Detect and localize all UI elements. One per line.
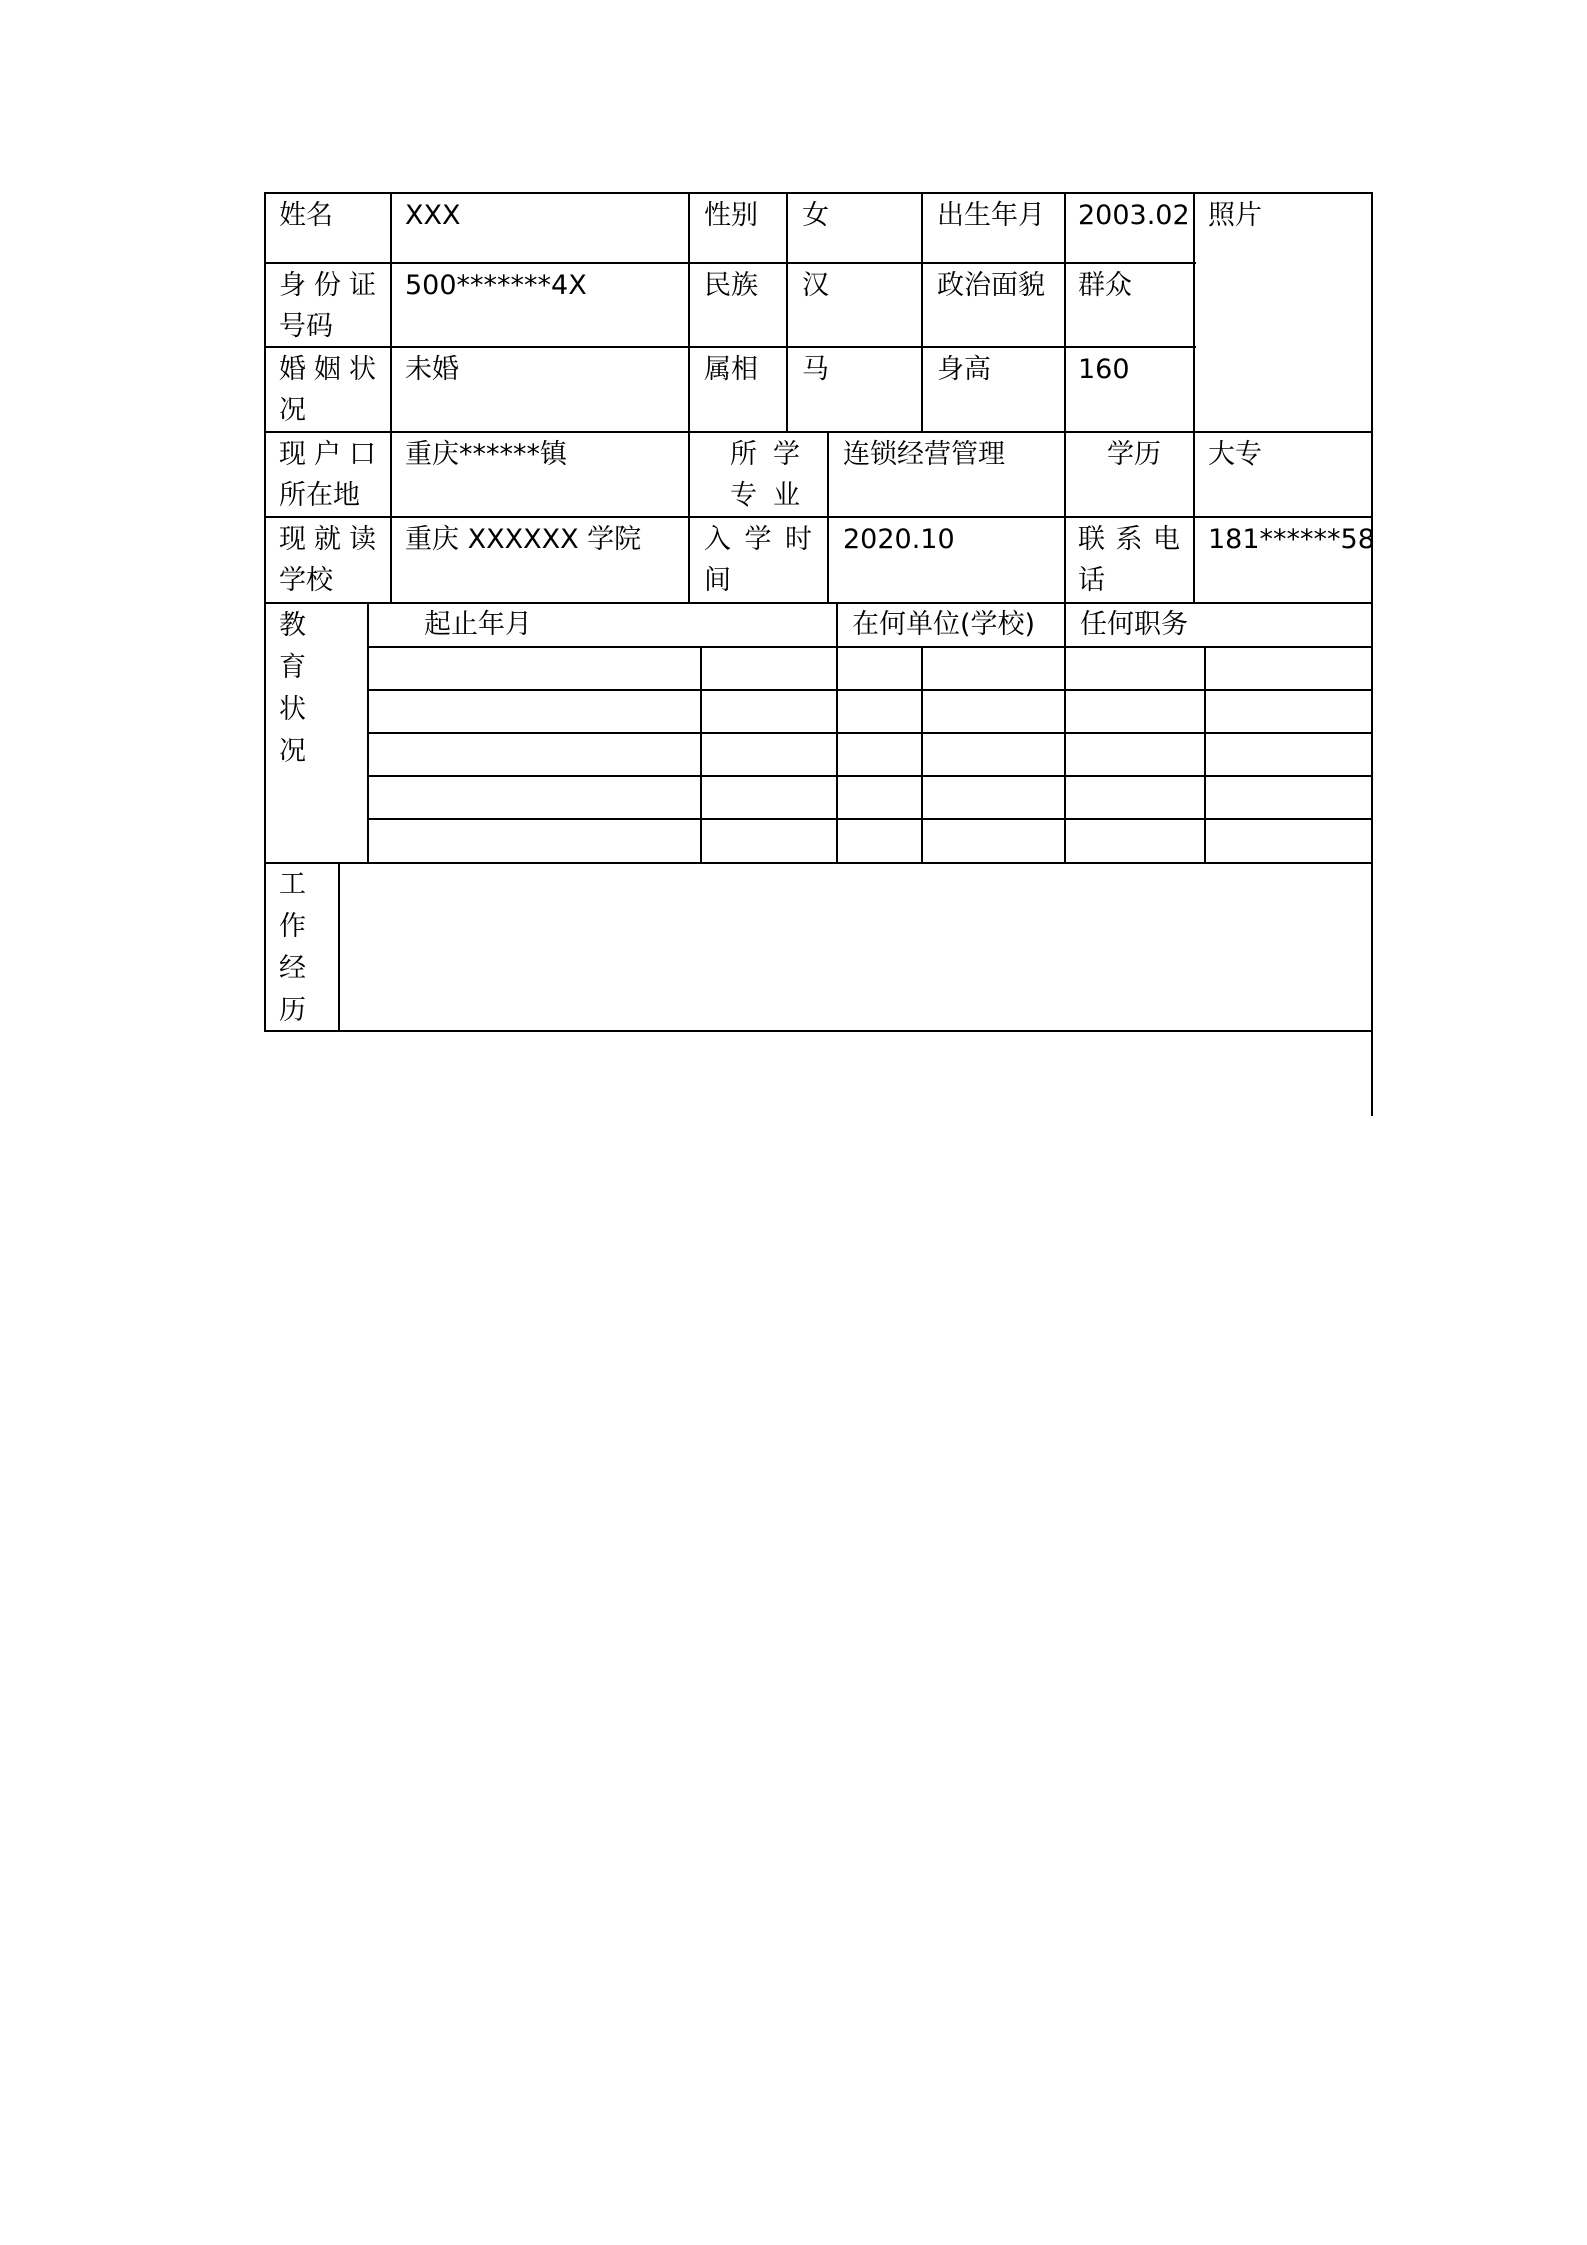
work-bottom-line bbox=[264, 1030, 1372, 1032]
edu-line-2 bbox=[367, 689, 1372, 691]
edu-line-1 bbox=[367, 646, 1372, 648]
school-value[interactable]: 重庆 XXXXXX 学院 bbox=[405, 524, 642, 555]
edu-col-4 bbox=[921, 646, 923, 862]
enroll-label-line2: 间 bbox=[704, 565, 731, 596]
table-border-left bbox=[264, 192, 266, 1031]
work-section-label: 工作经历 bbox=[279, 869, 306, 1026]
phone-label-line1: 联 系 电 bbox=[1078, 524, 1180, 555]
enroll-value[interactable]: 2020.10 bbox=[843, 524, 955, 555]
height-label: 身高 bbox=[937, 354, 991, 385]
table-border-top bbox=[264, 192, 1372, 194]
height-value[interactable]: 160 bbox=[1078, 354, 1130, 385]
marital-label-line1: 婚 姻 状 bbox=[279, 354, 376, 385]
edu-col-6 bbox=[1204, 646, 1206, 862]
col-line-label bbox=[390, 192, 392, 602]
edu-col-5 bbox=[1064, 602, 1066, 862]
marital-label-line2: 况 bbox=[279, 395, 306, 426]
table-border-right bbox=[1371, 192, 1373, 1116]
edu-col-header-unit: 在何单位(学校) bbox=[852, 609, 1036, 640]
edu-col-header-period: 起止年月 bbox=[424, 609, 532, 640]
ethnic-label: 民族 bbox=[704, 270, 758, 301]
table-line-row2 bbox=[264, 346, 1196, 348]
col-line-major-value bbox=[827, 431, 829, 602]
edu-level-label: 学历 bbox=[1107, 439, 1161, 470]
birth-label: 出生年月 bbox=[937, 200, 1045, 231]
col-line-third-value bbox=[1064, 192, 1066, 602]
edu-level-value[interactable]: 大专 bbox=[1208, 439, 1262, 470]
col-line-photo bbox=[1193, 192, 1195, 602]
edu-col-header-position: 任何职务 bbox=[1080, 609, 1188, 640]
col-line-third-label bbox=[921, 192, 923, 431]
major-label-line2: 专 业 bbox=[730, 480, 800, 511]
work-history-field[interactable] bbox=[340, 864, 1370, 1029]
enroll-label-line1: 入 学 时 bbox=[704, 524, 812, 555]
name-value[interactable]: XXX bbox=[405, 200, 461, 231]
major-label-line1: 所 学 bbox=[730, 439, 800, 470]
name-label: 姓名 bbox=[279, 200, 333, 231]
ethnic-value[interactable]: 汉 bbox=[802, 270, 829, 301]
political-label: 政治面貌 bbox=[937, 270, 1045, 301]
phone-value[interactable]: 181******58 bbox=[1208, 524, 1375, 555]
gender-label: 性别 bbox=[704, 200, 758, 231]
id-value[interactable]: 500*******4X bbox=[405, 270, 587, 301]
hukou-label-line2: 所在地 bbox=[279, 480, 360, 511]
education-section-label: 教育状况 bbox=[279, 610, 306, 767]
id-label-line1: 身 份 证 bbox=[279, 270, 376, 301]
edu-col-3 bbox=[836, 602, 838, 862]
table-line-row4 bbox=[264, 516, 1372, 518]
political-value[interactable]: 群众 bbox=[1078, 270, 1132, 301]
school-label-line2: 学校 bbox=[279, 565, 333, 596]
col-line-mid bbox=[688, 192, 690, 602]
col-line-gender-value bbox=[786, 192, 788, 431]
edu-line-5 bbox=[367, 818, 1372, 820]
edu-line-4 bbox=[367, 775, 1372, 777]
table-line-row1 bbox=[264, 262, 1196, 264]
phone-label-line2: 话 bbox=[1078, 565, 1105, 596]
table-line-row3 bbox=[264, 431, 1372, 433]
hukou-value[interactable]: 重庆******镇 bbox=[405, 439, 567, 470]
edu-col-1 bbox=[367, 602, 369, 862]
edu-col-2 bbox=[700, 646, 702, 862]
photo-label: 照片 bbox=[1208, 200, 1262, 231]
school-label-line1: 现 就 读 bbox=[279, 524, 376, 555]
id-label-line2: 号码 bbox=[279, 311, 333, 342]
zodiac-value[interactable]: 马 bbox=[802, 354, 829, 385]
marital-value[interactable]: 未婚 bbox=[405, 354, 459, 385]
zodiac-label: 属相 bbox=[704, 354, 758, 385]
birth-value[interactable]: 2003.02 bbox=[1078, 200, 1190, 231]
edu-line-3 bbox=[367, 732, 1372, 734]
gender-value[interactable]: 女 bbox=[802, 200, 829, 231]
hukou-label-line1: 现 户 口 bbox=[279, 439, 376, 470]
major-value[interactable]: 连锁经营管理 bbox=[843, 439, 1005, 470]
